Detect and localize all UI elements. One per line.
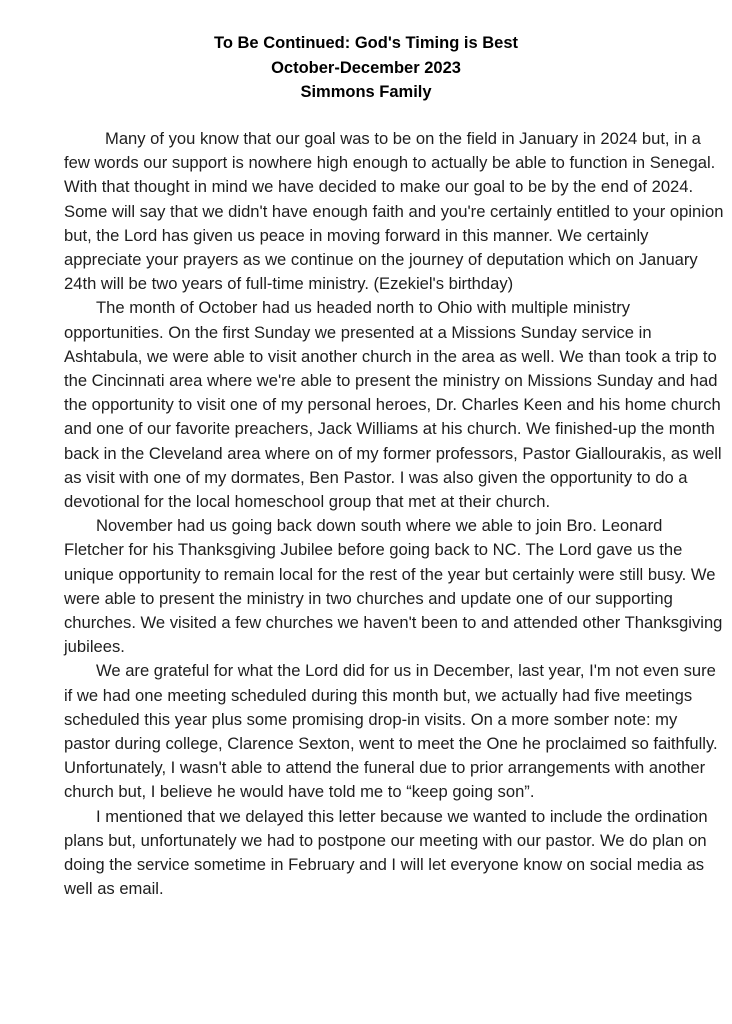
letter-title: To Be Continued: God's Timing is Best [214,34,518,52]
letter-family-name: Simmons Family [300,83,432,101]
paragraph-november: November had us going back down south where we able to join Bro. Leonard Fletcher for his Thanksgiving Jubilee before going back to NC. The Lord gave us the unique opportunity to remain local for the rest of the year but certainly were still busy. We were able to present the ministry in two churches and update one of our supporting churches. We visited a few churches we haven't been to and attended other Thanksgiving jubilees. [64,516,723,657]
letter-body [64,127,724,902]
paragraph-october: The month of October had us headed north to Ohio with multiple ministry opportunities. On the first Sunday we presented at a Missions Sunday service in Ashtabula, we were able to visit another church in the area as well. We than took a trip to the Cincinnati area where we're able to present the ministry on Missions Sunday and had the opportunity to visit one of my personal heroes, Dr. Charles Keen and his home church and one of our favorite preachers, Jack Williams at his church. We finished-up the month back in the Cleveland area where on of my former professors, Pastor Giallourakis, as well as visit with one of my dormates, Ben Pastor. I was also given the opportunity to do a devotional for the local homeschool group that met at their church. [64,298,722,512]
letter-header [0,31,732,105]
letter-date-range: October-December 2023 [271,58,461,77]
paragraph-goal-update: Many of you know that our goal was to be on the field in January in 2024 but, in a few words our support is nowhere high enough to actually be able to function in Senegal. With that thought in mind we have decided to make our goal to be by the end of 2024. Some will say that we didn't have enough faith and you're certainly entitled to your opinion but, the Lord has given us peace in moving forward in this manner. We certainly appreciate your prayers as we continue on the journey of deputation which on January 24th will be two years of full-time ministry. (Ezekiel's birthday) [64,129,724,294]
paragraph-ordination: I mentioned that we delayed this letter because we wanted to include the ordination plans but, unfortunately we had to postpone our meeting with our pastor. We do plan on doing the service sometime in February and I will let everyone know on social media as well as email. [64,806,708,899]
paragraph-december: We are grateful for what the Lord did for us in December, last year, I'm not even sure if we had one meeting scheduled during this month but, we actually had five meetings scheduled this year plus some promising drop-in visits. On a more somber note: my pastor during college, Clarence Sexton, went to meet the One he proclaimed so faithfully. Unfortunately, I wasn't able to attend the funeral due to prior arrangements with another church but, I believe he would have told me to “keep going son”. [64,661,718,802]
